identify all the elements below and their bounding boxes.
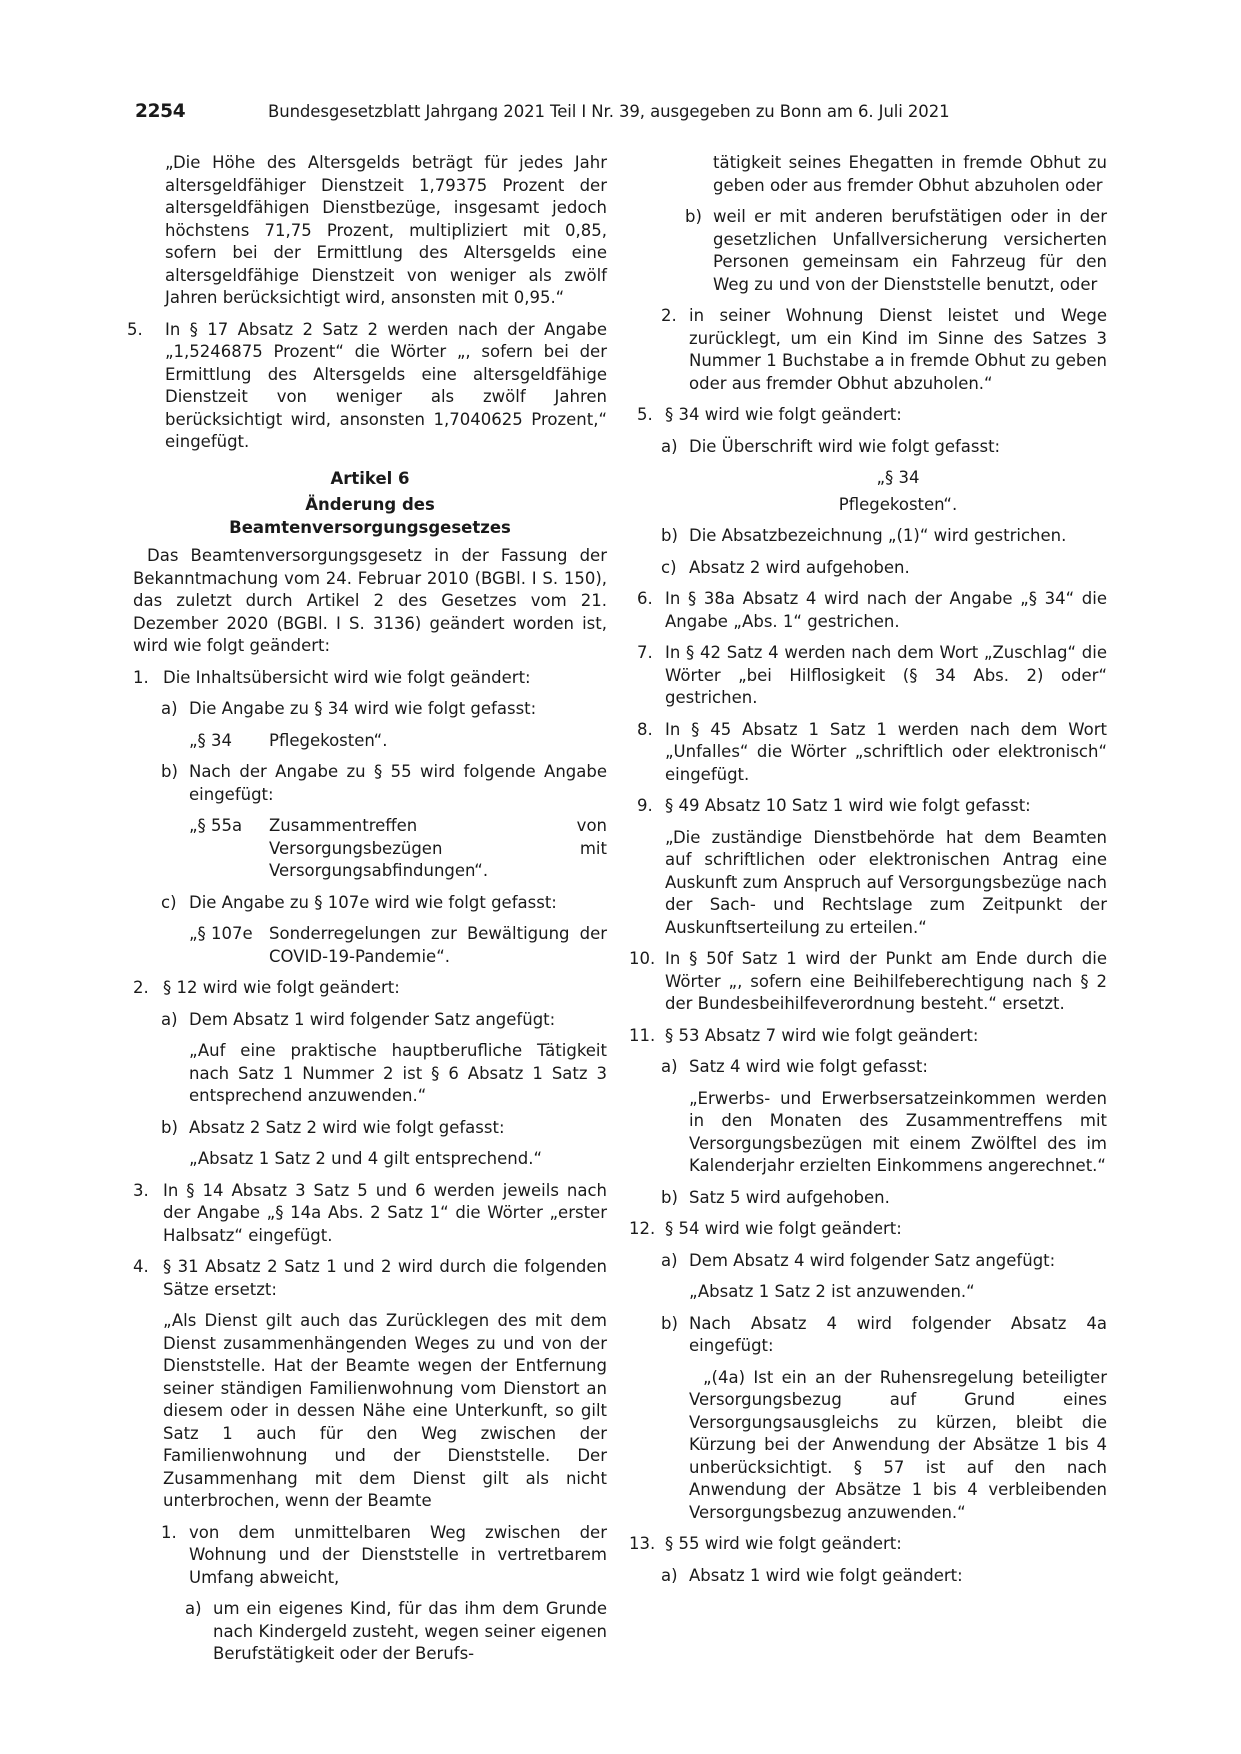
index-value: Pflegekosten“. [269,730,388,750]
list-item [133,892,607,915]
item-number: a) [661,1565,678,1585]
item-text: Nach Absatz 4 wird folgender Absatz 4a eingefügt: [689,1313,1107,1355]
index-key: „§ 107e [189,924,253,943]
item-text: Die Absatzbezeichnung „(1)“ wird gestrichen. [689,526,1067,545]
item-number: b) [661,526,678,545]
list-item [133,1180,607,1248]
article-title-line1: Änderung des [305,495,435,514]
item-number: 5. [127,319,143,339]
item-text: weil er mit anderen berufstätigen oder in der gesetzlichen Unfallversicherung versicherten Personen gemeinsam ein Fahrzeug für den Weg zu und von der Dienststelle benutzt, oder [713,207,1107,294]
item-number: 10. [629,949,656,968]
list-item [633,588,1107,633]
list-item [633,557,1107,580]
list-item [633,206,1107,296]
index-key: „§ 34 [189,730,233,750]
item-text: Satz 4 wird wie folgt gefasst: [689,1057,928,1076]
item-text: § 53 Absatz 7 wird wie folgt geändert: [665,1025,979,1045]
list-item [633,795,1107,818]
item-number: a) [661,436,678,456]
list-item [633,1313,1107,1358]
header-title: Bundesgesetzblatt Jahrgang 2021 Teil I Nr. 39, ausgegeben zu Bonn am 6. Juli 2021 [268,102,950,121]
item-number: 2. [133,978,149,997]
item-text: In § 17 Absatz 2 Satz 2 werden nach der Angabe „1,5246875 Prozent“ die Wörter „, sofern bei der Ermittlung des Altersgelds eine altersgeldfähige Dienstzeit von weniger als zwölf Jahren berücksichtigt wird, ansonsten 1,7040625 Prozent,“ eingefügt. [165,319,607,451]
quote-paragraph: „(4a) Ist ein an der Ruhensregelung beteiligter Versorgungsbezug auf Grund eines Versorgungsausgleichs zu kürzen, bleibt die Kürzung bei der Anwendung der Absätze 1 bis 4 unberücksichtigt. § 57 ist auf den nach Anwendung der Absätze 1 bis 4 verbleibenden Versorgungsbezug anzuwenden.“ [689,1367,1107,1522]
item-text: In § 42 Satz 4 werden nach dem Wort „Zuschlag“ die Wörter „bei Hilflosigkeit (§ 34 Abs. 2) oder“ gestrichen. [665,643,1107,707]
item-text: Die Überschrift wird wie folgt gefasst: [689,436,1001,456]
list-item [127,319,607,454]
item-text: § 34 wird wie folgt geändert: [665,405,902,424]
list-item [633,525,1107,548]
list-item [633,404,1107,427]
list-item [133,1522,607,1590]
list-item [133,698,607,721]
list-item [133,1256,607,1301]
item-text: Die Angabe zu § 107e wird wie folgt gefasst: [189,892,557,912]
item-text: Absatz 2 Satz 2 wird wie folgt gefasst: [189,1117,505,1137]
item-number: c) [161,892,177,912]
item-number: c) [661,557,677,577]
item-text: In § 14 Absatz 3 Satz 5 und 6 werden jeweils nach der Angabe „§ 14a Abs. 2 Satz 1“ die Wörter „erster Halbsatz“ eingefügt. [163,1180,607,1245]
item-number: a) [661,1250,678,1270]
item-number: 5. [637,405,653,424]
quote-paragraph: „Die Höhe des Altersgelds beträgt für jedes Jahr altersgeldfähiger Dienstzeit 1,79375 Prozent der altersgeldfähigen Dienstbezüge, insgesamt jedoch höchstens 71,75 Prozent, multipliziert mit 0,85, sofern bei der Ermittlung des Altersgelds eine altersgeldfähige Dienstzeit von weniger als zwölf Jahren berücksichtigt wird, ansonsten mit 0,95.“ [165,153,607,307]
list-item [633,436,1107,459]
item-text: Absatz 2 wird aufgehoben. [689,557,910,577]
item-number: a) [161,1009,178,1029]
item-number: 7. [637,643,653,662]
item-number: b) [685,207,702,226]
intro-paragraph: Das Beamtenversorgungsgesetz in der Fassung der Bekanntmachung vom 24. Februar 2010 (BGBl. I S. 150), das zuletzt durch Artikel 2 des Gesetzes vom 21. Dezember 2020 (BGBl. I S. 3136) geändert worden ist, wird wie folgt geändert: [133,546,607,655]
quote-paragraph: „Die zuständige Dienstbehörde hat dem Beamten auf schriftlichen oder elektronischen Antrag eine Auskunft zum Anspruch auf Versorgungsbezüge nach der Sach- und Rechtslage zum Zeitpunkt der Auskunftserteilung zu erteilen.“ [665,827,1107,937]
continued-text: tätigkeit seines Ehegatten in fremde Obhut zu geben oder aus fremder Obhut abzuholen oder [713,153,1107,195]
quote-paragraph: „Absatz 1 Satz 2 und 4 gilt entsprechend.“ [189,1149,543,1168]
list-item [633,719,1107,787]
list-item [133,667,607,690]
list-item [633,1187,1107,1210]
item-text: In § 38a Absatz 4 wird nach der Angabe „§ 34“ die Angabe „Abs. 1“ gestrichen. [665,589,1107,631]
item-number: 11. [629,1025,656,1045]
article-title-line2: Beamtenversorgungsgesetzes [229,517,511,537]
list-item [629,1025,1107,1048]
list-item [133,1009,607,1032]
item-number: 12. [629,1219,656,1238]
quote-paragraph: „Auf eine praktische hauptberufliche Tätigkeit nach Satz 1 Nummer 2 ist § 6 Absatz 1 Satz 3 entsprechend anzuwenden.“ [189,1041,607,1105]
list-item [629,948,1107,1016]
item-number: 3. [133,1180,149,1200]
list-item [629,1533,1107,1556]
item-number: a) [185,1599,202,1618]
right-column [629,152,1107,1587]
item-text: In § 45 Absatz 1 Satz 1 werden nach dem Wort „Unfalles“ die Wörter „schriftlich oder elektronisch“ eingefügt. [665,719,1107,784]
left-column [127,152,607,1666]
list-item [133,1598,607,1666]
item-text: in seiner Wohnung Dienst leistet und Wege zurücklegt, um ein Kind im Sinne des Satzes 3 Nummer 1 Buchstabe a in fremde Obhut zu geben oder aus fremder Obhut abzuholen.“ [689,306,1107,393]
quote-paragraph: „Absatz 1 Satz 2 ist anzuwenden.“ [689,1282,975,1301]
list-item [633,642,1107,710]
item-number: b) [161,762,178,781]
item-number: 4. [133,1257,149,1276]
article-number: Artikel 6 [330,468,410,488]
item-number: 1. [133,667,149,687]
item-text: Satz 5 wird aufgehoben. [689,1187,890,1207]
list-item [133,761,607,806]
item-text: § 31 Absatz 2 Satz 1 und 2 wird durch die folgenden Sätze ersetzt: [163,1257,607,1299]
item-text: Dem Absatz 4 wird folgender Satz angefügt: [689,1250,1056,1270]
page-number: 2254 [135,101,186,122]
item-text: § 49 Absatz 10 Satz 1 wird wie folgt gefasst: [665,796,1031,815]
item-text: Nach der Angabe zu § 55 wird folgende Angabe eingefügt: [189,762,607,804]
list-item [133,1117,607,1140]
item-text: von dem unmittelbaren Weg zwischen der Wohnung und der Dienststelle in vertretbarem Umfang abweicht, [189,1522,607,1587]
list-item [633,305,1107,395]
item-number: 6. [637,589,653,608]
item-number: 13. [629,1534,656,1553]
quote-paragraph: „Erwerbs- und Erwerbsersatzeinkommen werden in den Monaten des Zusammentreffens mit Versorgungsbezügen mit einem Zwölftel des im Kalenderjahr erzielten Einkommens angerechnet.“ [689,1088,1107,1175]
quote-paragraph: „Als Dienst gilt auch das Zurücklegen des mit dem Dienst zusammenhängenden Weges zu und von der Dienststelle. Hat der Beamte wegen der Entfernung seiner ständigen Familienwohnung vom Dienstort an diesem oder in dessen Nähe eine Unterkunft, so gilt Satz 1 auch für den Weg zwischen der Familienwohnung und der Dienststelle. Der Zusammenhang mit dem Dienst gilt als nicht unterbrochen, wenn der Beamte [163,1311,607,1510]
list-item [633,1056,1107,1079]
item-text: um ein eigenes Kind, für das ihm dem Grunde nach Kindergeld zusteht, wegen seiner eigenen Berufstätigkeit oder der Berufs- [213,1599,607,1663]
article-heading [133,468,607,540]
item-number: b) [161,1117,178,1137]
item-number: b) [661,1187,678,1207]
item-number: 2. [661,306,677,325]
item-number: 1. [161,1522,177,1542]
index-entry [189,815,607,883]
item-number: a) [161,699,178,718]
heading-quote-line2: Pflegekosten“. [838,494,958,514]
heading-quote-line1: „§ 34 [876,468,920,487]
list-item [133,977,607,1000]
list-item [633,1565,1107,1588]
list-item [629,1218,1107,1241]
index-key: „§ 55a [189,816,243,835]
index-entry [189,730,607,753]
list-item [633,1250,1107,1273]
item-text: Die Angabe zu § 34 wird wie folgt gefasst: [189,699,537,718]
item-text: § 55 wird wie folgt geändert: [665,1534,902,1553]
item-text: In § 50f Satz 1 wird der Punkt am Ende durch die Wörter „, sofern eine Beihilfeberechtigung nach § 2 der Bundesbeihilfeverordnung besteht.“ ersetzt. [665,949,1107,1013]
item-number: b) [661,1313,678,1333]
index-value: Zusammentreffen von Versorgungsbezügen mit Versorgungsabfindungen“. [269,816,607,880]
item-text: § 54 wird wie folgt geändert: [665,1219,902,1238]
index-value: Sonderregelungen zur Bewältigung der COVID-19-Pandemie“. [269,924,607,966]
item-text: Absatz 1 wird wie folgt geändert: [689,1565,963,1585]
item-number: 8. [637,719,653,739]
item-text: § 12 wird wie folgt geändert: [163,978,400,997]
item-text: Dem Absatz 1 wird folgender Satz angefügt: [189,1009,556,1029]
item-number: 9. [637,796,653,815]
index-entry [189,923,607,968]
item-number: a) [661,1057,678,1076]
item-text: Die Inhaltsübersicht wird wie folgt geändert: [163,667,531,687]
